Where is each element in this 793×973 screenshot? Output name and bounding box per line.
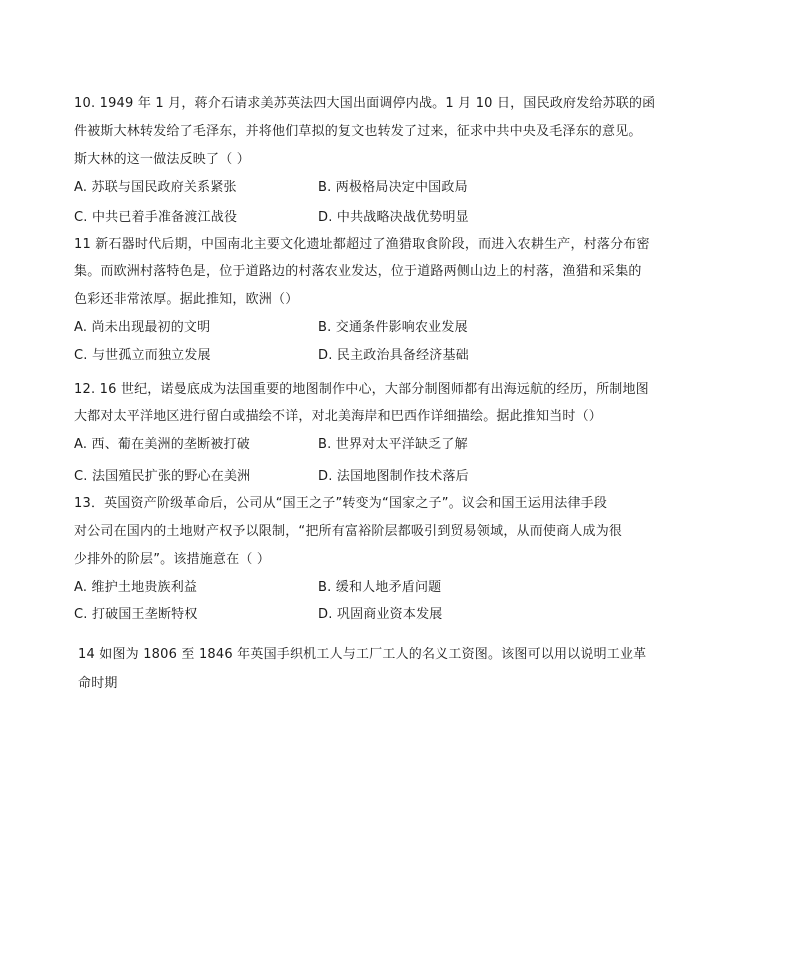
question-text-line: 集。而欧洲村落特色是，位于道路边的村落农业发达，位于道路两侧山边上的村落，渔猎和采集的 bbox=[74, 264, 642, 279]
question-text-line: 12. 16 世纪，诺曼底成为法国重要的地图制作中心，大部分制图师都有出海远航的经历，所制地图 bbox=[74, 382, 649, 397]
option-c: C. 打破国王垄断特权 bbox=[74, 607, 198, 622]
option-c: C. 中共已着手准备渡江战役 bbox=[74, 210, 238, 225]
question-text-line: 斯大林的这一做法反映了（ ） bbox=[74, 152, 250, 167]
question-text-line: 对公司在国内的土地财产权予以限制，“把所有富裕阶层都吸引到贸易领域，从而使商人成为很 bbox=[74, 524, 623, 539]
option-d: D. 巩固商业资本发展 bbox=[318, 607, 443, 622]
question-text-line: 命时期 bbox=[78, 676, 118, 691]
option-a: A. 西、葡在美洲的垄断被打破 bbox=[74, 437, 250, 452]
option-c: C. 与世孤立而独立发展 bbox=[74, 348, 211, 363]
question-text-line: 大都对太平洋地区进行留白或描绘不详，对北美海岸和巴西作详细描绘。据此推知当时（） bbox=[74, 409, 603, 424]
option-c: C. 法国殖民扩张的野心在美洲 bbox=[74, 469, 251, 484]
question-text-line: 件被斯大林转发给了毛泽东，并将他们草拟的复文也转发了过来，征求中共中央及毛泽东的意见。 bbox=[74, 124, 642, 139]
option-a: A. 维护土地贵族利益 bbox=[74, 580, 198, 595]
question-text-line: 11 新石器时代后期，中国南北主要文化遗址都超过了渔猎取食阶段，而进入农耕生产，村落分布密 bbox=[74, 237, 650, 252]
option-b: B. 交通条件影响农业发展 bbox=[318, 320, 468, 335]
question-text-line: 13．英国资产阶级革命后，公司从“国王之子”转变为“国家之子”。议会和国王运用法律手段 bbox=[74, 496, 608, 511]
option-d: D. 中共战略决战优势明显 bbox=[318, 210, 469, 225]
question-text-line: 10. 1949 年 1 月，蒋介石请求美苏英法四大国出面调停内战。1 月 10 日，国民政府发给苏联的函 bbox=[74, 96, 656, 111]
question-text-line: 少排外的阶层”。该措施意在（ ） bbox=[74, 552, 271, 567]
option-a: A. 苏联与国民政府关系紧张 bbox=[74, 180, 237, 195]
option-b: B. 两极格局决定中国政局 bbox=[318, 180, 468, 195]
option-d: D. 法国地图制作技术落后 bbox=[318, 469, 469, 484]
option-b: B. 世界对太平洋缺乏了解 bbox=[318, 437, 468, 452]
option-d: D. 民主政治具备经济基础 bbox=[318, 348, 469, 363]
option-a: A. 尚未出现最初的文明 bbox=[74, 320, 211, 335]
option-b: B. 缓和人地矛盾问题 bbox=[318, 580, 442, 595]
question-text-line: 色彩还非常浓厚。据此推知，欧洲（） bbox=[74, 292, 299, 307]
question-text-line: 14 如图为 1806 至 1846 年英国手织机工人与工厂工人的名义工资图。该图可以用以说明工业革 bbox=[78, 647, 647, 662]
